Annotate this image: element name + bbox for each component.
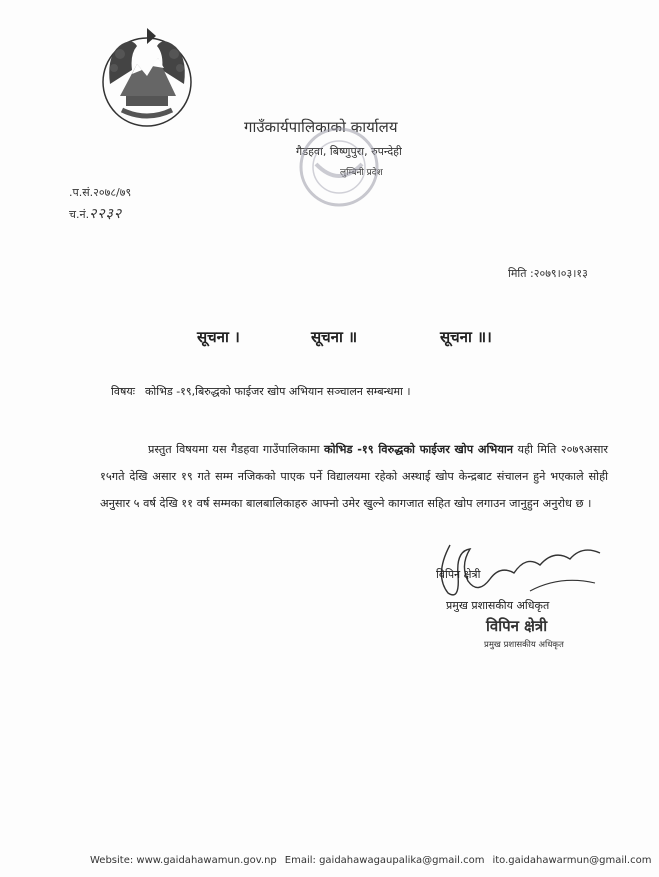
body-text-2: यही मिति २०७९असार १५गते देखि असार १९ गते सम्म नजिकको पाएक पर्ने विद्यालयमा रहेको अस्थाई खोप केन्द्रबाट संचालन हुने भएकाले सोही अनुसार ५ वर्ष देखि ११ वर्ष सम्मका बालबालिकाहरु आफ्नो उमेर खुल्ने कागजात सहित खोप लगाउन जानुहुन अनुरोध छ ।: [100, 443, 609, 510]
notice-heading-2: सूचना ॥: [311, 328, 358, 346]
letter-date: मिति :२०७९।०३।१३: [508, 267, 588, 280]
subject-line: [111, 384, 411, 399]
dispatch-number: २२३२: [89, 206, 123, 222]
name-stamp-title: प्रमुख प्रशासकीय अधिकृत: [484, 640, 564, 650]
body-bold-text: कोभिड -१९ विरुद्धको फाईजर खोप अभियान: [323, 443, 514, 456]
notice-heading-3: सूचना ॥।: [440, 328, 492, 346]
office-address: गैडहवा, बिष्णुपुरा, रुपन्देही: [296, 145, 402, 158]
body-text-1: प्रस्तुत विषयमा यस गैडहवा गाउँपालिकामा: [148, 443, 324, 456]
signatory-title: प्रमुख प्रशासकीय अधिकृत: [446, 599, 550, 612]
footer-website: Website: www.gaidahawamun.gov.np: [90, 855, 277, 866]
dispatch-prefix: च.नं.: [69, 208, 90, 221]
notice-body: [100, 436, 608, 517]
notice-heading-1: सूचना ।: [197, 328, 240, 346]
name-stamp: विपिन क्षेत्री: [486, 617, 548, 635]
fiscal-year-ref: .प.सं.२०७८/७९: [69, 186, 132, 199]
office-seal-stamp-icon: [294, 112, 384, 222]
subject-label: विषयः: [111, 385, 135, 398]
footer-contact: [90, 855, 659, 866]
subject-text: कोभिड -१९,बिरुद्धको फाईजर खोप अभियान सञ्चालन सम्बन्धमा ।: [144, 385, 411, 398]
dispatch-ref: [69, 204, 122, 223]
office-province: लुम्बिनी प्रदेश: [340, 168, 383, 178]
signatory-name: विपिन क्षेत्री: [436, 568, 481, 581]
office-name: गाउँकार्यपालिकाको कार्यालय: [244, 118, 398, 136]
footer-email: Email: gaidahawagaupalika@gmail.com: [284, 855, 485, 866]
footer-email-2: ito.gaidahawarmun@gmail.com: [492, 855, 652, 866]
nepal-emblem-icon: [92, 24, 202, 134]
